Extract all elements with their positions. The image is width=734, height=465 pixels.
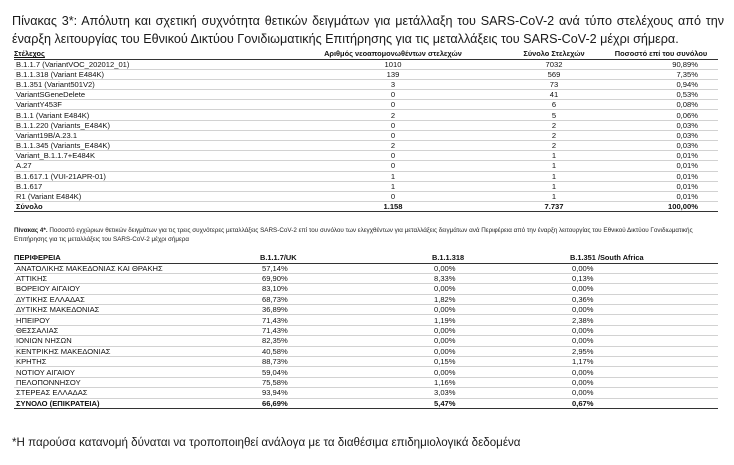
table-row xyxy=(14,294,718,304)
cell-new-isolates: 0 xyxy=(390,120,396,130)
cell-new-isolates: 0 xyxy=(390,192,396,202)
table-row xyxy=(14,130,718,140)
table-row xyxy=(14,171,718,181)
table-row xyxy=(14,273,718,283)
cell-b1351: 0,00% xyxy=(572,326,594,336)
column-header-b117: B.1.1.7/UK xyxy=(260,253,297,263)
cell-b11318: 0,00% xyxy=(434,305,456,315)
cell-total-strains: 2 xyxy=(551,130,557,140)
cell-percentage: 0,01% xyxy=(676,192,698,202)
total-cell-percentage: 100,00% xyxy=(668,202,698,212)
cell-strain: VariantY453F xyxy=(16,100,62,110)
cell-strain: Variant_B.1.1.7+E484K xyxy=(16,151,96,161)
cell-total-strains: 1 xyxy=(551,171,557,181)
cell-total-strains: 569 xyxy=(547,69,561,79)
table-row xyxy=(14,367,718,377)
cell-new-isolates: 1010 xyxy=(384,59,402,69)
cell-region: ΗΠΕΙΡΟΥ xyxy=(16,315,50,325)
table-row xyxy=(14,336,718,346)
total-row xyxy=(14,202,718,212)
cell-region: ΚΡΗΤΗΣ xyxy=(16,357,47,367)
cell-b1351: 0,00% xyxy=(572,284,594,294)
cell-b1351: 2,38% xyxy=(572,315,594,325)
table-row xyxy=(14,284,718,294)
table-row xyxy=(14,357,718,367)
table3-caption: Πίνακας 3*: Απόλυτη και σχετική συχνότητα θετικών δειγμάτων για μετάλλαξη του SARS-CoV-2 ανά τύπο στελέχους από την έναρξη λειτουργίας του Εθνικού Δικτύου Γονιδιωματικής Επιτήρησης για τις μεταλλάξεις του SARS-CoV-2 μέχρι σήμερα. xyxy=(12,14,724,46)
cell-region: ΔΥΤΙΚΗΣ ΕΛΛΑΔΑΣ xyxy=(16,294,85,304)
total-row xyxy=(14,398,718,408)
cell-b117: 71,43% xyxy=(262,315,288,325)
cell-region: ΙΟΝΙΩΝ ΝΗΣΩΝ xyxy=(16,336,72,346)
cell-percentage: 0,03% xyxy=(676,130,698,140)
cell-strain: B.1.1 (Variant E484K) xyxy=(16,110,90,120)
table4-caption-label: Πίνακας 4*. xyxy=(14,227,48,234)
cell-b1351: 0,36% xyxy=(572,294,594,304)
cell-b117: 68,73% xyxy=(262,294,288,304)
cell-strain: VariantSGeneDelete xyxy=(16,90,86,100)
cell-strain: Variant19B/A.23.1 xyxy=(16,130,78,140)
cell-b1351: 0,13% xyxy=(572,274,594,284)
cell-region: ΠΕΛΟΠΟΝΝΗΣΟΥ xyxy=(16,377,81,387)
variant-frequency-table xyxy=(14,49,718,212)
cell-strain: B.1.1.7 (VariantVOC_202012_01) xyxy=(16,59,130,69)
cell-b117: 57,14% xyxy=(262,263,288,273)
total-cell-new-isolates: 1.158 xyxy=(383,202,403,212)
table-row xyxy=(14,305,718,315)
cell-b1351: 0,00% xyxy=(572,263,594,273)
table-row xyxy=(14,100,718,110)
cell-b117: 71,43% xyxy=(262,326,288,336)
cell-new-isolates: 0 xyxy=(390,130,396,140)
cell-b1351: 0,00% xyxy=(572,305,594,315)
region-percentage-table xyxy=(14,253,718,409)
cell-b11318: 1,82% xyxy=(434,294,456,304)
total-cell-b117: 66,69% xyxy=(262,398,288,408)
cell-b11318: 1,16% xyxy=(434,377,456,387)
cell-new-isolates: 0 xyxy=(390,161,396,171)
cell-new-isolates: 3 xyxy=(390,79,396,89)
cell-region: ΚΕΝΤΡΙΚΗΣ ΜΑΚΕΔΟΝΙΑΣ xyxy=(16,346,111,356)
cell-b11318: 0,00% xyxy=(434,284,456,294)
cell-percentage: 90,89% xyxy=(672,59,698,69)
table-row xyxy=(14,346,718,356)
column-header-percentage: Ποσοστό επί του συνόλου xyxy=(614,49,708,59)
table-row xyxy=(14,325,718,335)
cell-b117: 93,94% xyxy=(262,388,288,398)
cell-percentage: 7,35% xyxy=(676,69,698,79)
cell-b11318: 3,03% xyxy=(434,388,456,398)
table-row xyxy=(14,315,718,325)
cell-b117: 75,58% xyxy=(262,377,288,387)
column-header-new-isolates: Αριθμός νεοαπομονωθέντων στελεχών xyxy=(324,49,462,59)
cell-strain: B.1.1.318 (Variant E484K) xyxy=(16,69,105,79)
cell-b11318: 0,00% xyxy=(434,263,456,273)
column-header-strain: Στέλεχος xyxy=(14,49,45,59)
cell-percentage: 0,01% xyxy=(676,171,698,181)
column-header-b11318: B.1.1.318 xyxy=(432,253,465,263)
cell-b1351: 2,95% xyxy=(572,346,594,356)
cell-strain: R1 (Variant E484K) xyxy=(16,192,82,202)
table-row xyxy=(14,263,718,273)
table4-caption xyxy=(14,226,718,244)
cell-region: ΒΟΡΕΙΟΥ ΑΙΓΑΙΟΥ xyxy=(16,284,81,294)
cell-b117: 36,89% xyxy=(262,305,288,315)
cell-total-strains: 2 xyxy=(551,141,557,151)
cell-b1351: 1,17% xyxy=(572,357,594,367)
cell-percentage: 0,01% xyxy=(676,181,698,191)
cell-total-strains: 2 xyxy=(551,120,557,130)
cell-percentage: 0,06% xyxy=(676,110,698,120)
cell-b1351: 0,00% xyxy=(572,388,594,398)
cell-percentage: 0,01% xyxy=(676,161,698,171)
cell-percentage: 0,01% xyxy=(676,151,698,161)
cell-b117: 69,90% xyxy=(262,274,288,284)
cell-b11318: 8,33% xyxy=(434,274,456,284)
cell-b1351: 0,00% xyxy=(572,336,594,346)
cell-total-strains: 7032 xyxy=(545,59,563,69)
table-row xyxy=(14,59,718,69)
cell-percentage: 0,53% xyxy=(676,90,698,100)
cell-new-isolates: 0 xyxy=(390,90,396,100)
column-header-region: ΠΕΡΙΦΕΡΕΙΑ xyxy=(14,253,61,263)
table-row xyxy=(14,191,718,201)
cell-strain: B.1.1.220 (Variants_E484K) xyxy=(16,120,110,130)
cell-new-isolates: 1 xyxy=(390,181,396,191)
cell-percentage: 0,08% xyxy=(676,100,698,110)
cell-b11318: 0,00% xyxy=(434,346,456,356)
table-body xyxy=(14,59,718,212)
column-header-b1351: B.1.351 /South Africa xyxy=(570,253,644,263)
cell-b117: 82,35% xyxy=(262,336,288,346)
cell-region: ΑΝΑΤΟΛΙΚΗΣ ΜΑΚΕΔΟΝΙΑΣ ΚΑΙ ΘΡΑΚΗΣ xyxy=(16,263,163,273)
table-row xyxy=(14,69,718,79)
column-header-total-strains: Σύνολο Στελεχών xyxy=(523,49,585,59)
cell-region: ΑΤΤΙΚΗΣ xyxy=(16,274,48,284)
cell-b117: 40,58% xyxy=(262,346,288,356)
table-row xyxy=(14,110,718,120)
table-body xyxy=(14,263,718,408)
total-cell-total-strains: 7.737 xyxy=(544,202,564,212)
table-row xyxy=(14,151,718,161)
table-row xyxy=(14,120,718,130)
cell-b1351: 0,00% xyxy=(572,377,594,387)
table-row xyxy=(14,377,718,387)
cell-strain: B.1.1.345 (Variants_E484K) xyxy=(16,141,110,151)
cell-total-strains: 1 xyxy=(551,161,557,171)
cell-new-isolates: 139 xyxy=(386,69,400,79)
cell-b11318: 0,00% xyxy=(434,336,456,346)
cell-total-strains: 41 xyxy=(549,90,559,100)
cell-strain: B.1.617 xyxy=(16,181,43,191)
table-row xyxy=(14,90,718,100)
cell-total-strains: 1 xyxy=(551,151,557,161)
cell-new-isolates: 0 xyxy=(390,151,396,161)
cell-new-isolates: 0 xyxy=(390,100,396,110)
cell-new-isolates: 2 xyxy=(390,110,396,120)
total-cell-b1351: 0,67% xyxy=(572,398,594,408)
cell-total-strains: 6 xyxy=(551,100,557,110)
cell-region: ΔΥΤΙΚΗΣ ΜΑΚΕΔΟΝΙΑΣ xyxy=(16,305,100,315)
cell-strain: B.1.351 (Variant501V2) xyxy=(16,79,95,89)
cell-b11318: 0,00% xyxy=(434,367,456,377)
cell-region: ΣΤΕΡΕΑΣ ΕΛΛΑΔΑΣ xyxy=(16,388,88,398)
cell-b117: 59,04% xyxy=(262,367,288,377)
table-row xyxy=(14,79,718,89)
cell-total-strains: 5 xyxy=(551,110,557,120)
cell-percentage: 0,03% xyxy=(676,141,698,151)
cell-total-strains: 1 xyxy=(551,181,557,191)
table-header-row xyxy=(14,253,718,263)
cell-percentage: 0,03% xyxy=(676,120,698,130)
total-cell-b11318: 5,47% xyxy=(434,398,456,408)
cell-new-isolates: 1 xyxy=(390,171,396,181)
cell-region: ΝΟΤΙΟΥ ΑΙΓΑΙΟΥ xyxy=(16,367,75,377)
cell-new-isolates: 2 xyxy=(390,141,396,151)
cell-b117: 88,73% xyxy=(262,357,288,367)
cell-strain: B.1.617.1 (VUI-21APR-01) xyxy=(16,171,106,181)
cell-b1351: 0,00% xyxy=(572,367,594,377)
table-row xyxy=(14,141,718,151)
table-row xyxy=(14,181,718,191)
table-row xyxy=(14,161,718,171)
total-cell-region: ΣΥΝΟΛΟ (ΕΠΙΚΡΑΤΕΙΑ) xyxy=(16,398,100,408)
cell-total-strains: 73 xyxy=(549,79,559,89)
cell-strain: A.27 xyxy=(16,161,32,171)
cell-b117: 83,10% xyxy=(262,284,288,294)
table4-caption-text: Ποσοστό εγχώριων θετικών δειγμάτων για τις τρεις συχνότερες μεταλλάξεις SARS-CoV-2 επί του συνόλου των ελεγχθέντων για μεταλλάξεις δειγμάτων ανά Περιφέρεια από την έναρξη λειτουργίας του Εθνικού Δικτύου Γονιδιωματικής Επιτήρησης για τις μεταλλάξεις του SARS-CoV-2 μέχρι σήμερα xyxy=(14,227,693,243)
cell-b11318: 0,15% xyxy=(434,357,456,367)
cell-total-strains: 1 xyxy=(551,192,557,202)
total-cell-strain: Σύνολο xyxy=(16,202,43,212)
cell-b11318: 1,19% xyxy=(434,315,456,325)
table-header-row xyxy=(14,49,718,59)
cell-b11318: 0,00% xyxy=(434,326,456,336)
table-row xyxy=(14,388,718,398)
cell-region: ΘΕΣΣΑΛΙΑΣ xyxy=(16,326,59,336)
footnote: *Η παρούσα κατανομή δύναται να τροποποιηθεί ανάλογα με τα διαθέσιμα επιδημιολογικά δεδομένα xyxy=(12,436,521,449)
cell-percentage: 0,94% xyxy=(676,79,698,89)
